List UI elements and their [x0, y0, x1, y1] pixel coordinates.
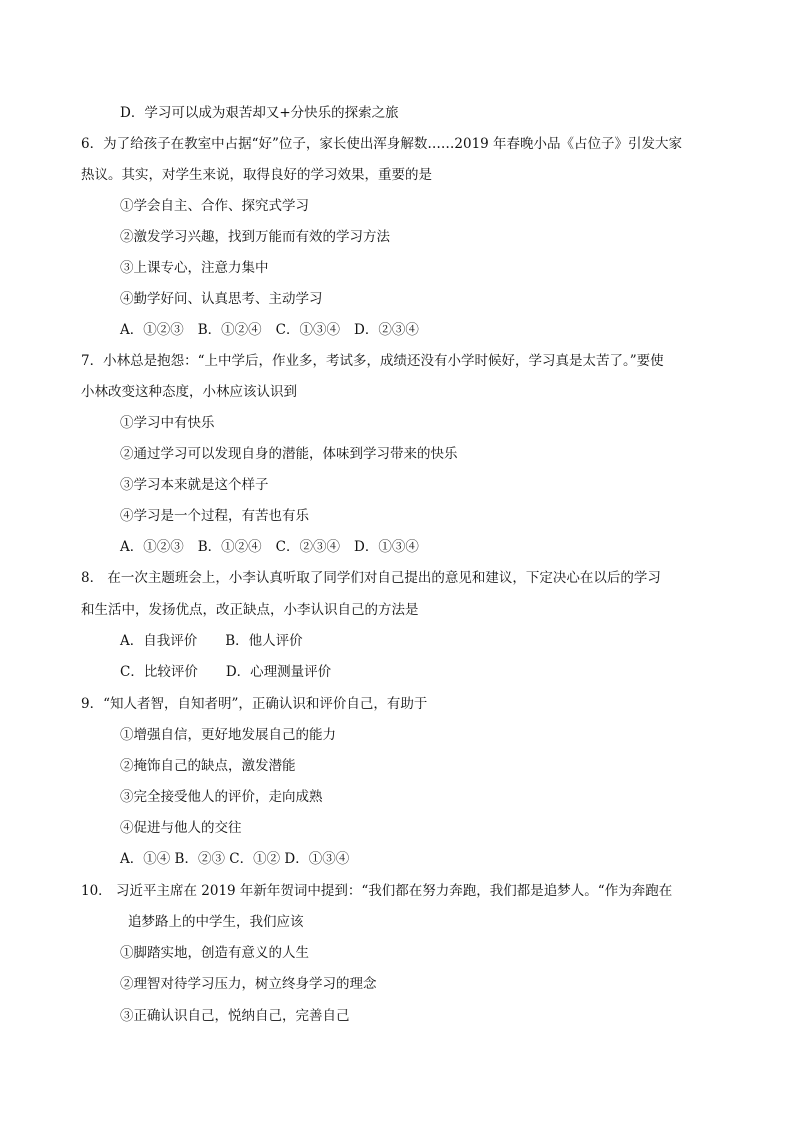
question-7-stem-line2: 小林改变这种态度，小林应该认识到 [81, 384, 297, 400]
choice-a: A．自我评价 [120, 633, 198, 649]
question-10-item-3: ③正确认识自己，悦纳自己，完善自己 [120, 1008, 350, 1024]
question-6-stem-line2: 热议。其实，对学生来说，取得良好的学习效果，重要的是 [81, 167, 432, 183]
question-7-item-4: ④学习是一个过程，有苦也有乐 [120, 508, 309, 524]
question-6-item-2: ②激发学习兴趣，找到万能而有效的学习方法 [120, 229, 390, 245]
question-7-item-2: ②通过学习可以发现自身的潜能，体味到学习带来的快乐 [120, 446, 458, 462]
question-9-item-3: ③完全接受他人的评价，走向成熟 [120, 789, 323, 805]
choice-c: C．②③④ [275, 539, 341, 555]
choice-c: C．比较评价 [120, 664, 198, 680]
question-10-stem-line2: 追梦路上的中学生，我们应该 [128, 914, 304, 930]
choice-c: C．①③④ [275, 322, 341, 338]
choice-a: A．①②③ [120, 539, 184, 555]
question-10-stem-line1: 10． 习近平主席在 2019 年新年贺词中提到：“我们都在努力奔跑，我们都是追梦人。“作为奔跑在 [81, 883, 673, 899]
question-9-stem-line1: 9．“知人者智，自知者明”，正确认识和评价自己，有助于 [81, 696, 428, 712]
question-9-item-4: ④促进与他人的交往 [120, 820, 242, 836]
question-7-choices [120, 537, 419, 557]
question-6-item-1: ①学会自主、合作、探究式学习 [120, 198, 309, 214]
question-10-item-2: ②理智对待学习压力，树立终身学习的理念 [120, 976, 377, 992]
choice-d: D．心理测量评价 [225, 664, 332, 680]
question-7-stem-line1: 7．小林总是抱怨：“上中学后，作业多，考试多，成绩还没有小学时候好，学习真是太苦了。”要使 [81, 353, 664, 369]
choice-d: D．①③④ [354, 539, 419, 555]
question-6-choices [120, 320, 419, 340]
question-9-choices: A．①④ B．②③ C．①② D．①③④ [120, 851, 350, 867]
question-6-item-3: ③上课专心，注意力集中 [120, 260, 269, 276]
question-6-stem-line1: 6．为了给孩子在教室中占据“好”位子，家长使出浑身解数……2019 年春晚小品《占位子》引发大家 [81, 136, 683, 152]
choice-b: B．他人评价 [225, 633, 303, 649]
question-8-stem-line1: 8． 在一次主题班会上，小李认真听取了同学们对自己提出的意见和建议，下定决心在以后的学习 [81, 570, 661, 586]
question-7-item-1: ①学习中有快乐 [120, 415, 215, 431]
question-8-choices-row2 [120, 662, 331, 682]
question-8-stem-line2: 和生活中，发扬优点，改正缺点，小李认识自己的方法是 [81, 602, 419, 618]
question-10-item-1: ①脚踏实地，创造有意义的人生 [120, 945, 309, 961]
choice-d: D．②③④ [354, 322, 419, 338]
choice-a: A．①②③ [120, 322, 184, 338]
option-d-prev: D．学习可以成为艰苦却又+分快乐的探索之旅 [120, 105, 399, 121]
question-9-item-2: ②掩饰自己的缺点，激发潜能 [120, 758, 296, 774]
question-8-choices-row1 [120, 631, 303, 651]
question-7-item-3: ③学习本来就是这个样子 [120, 477, 269, 493]
question-9-item-1: ①增强自信，更好地发展自己的能力 [120, 727, 336, 743]
choice-b: B．①②④ [197, 322, 262, 338]
question-6-item-4: ④勤学好问、认真思考、主动学习 [120, 291, 323, 307]
choice-b: B．①②④ [197, 539, 262, 555]
